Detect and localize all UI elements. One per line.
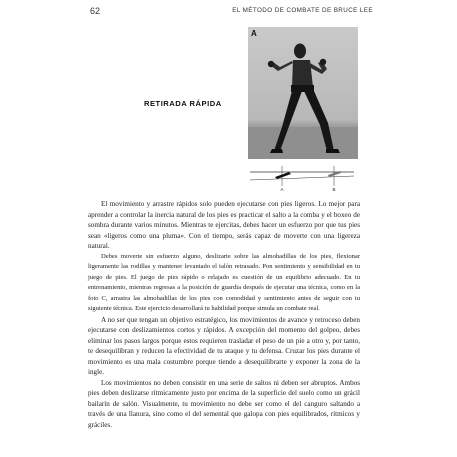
diagram-label-b: B (332, 187, 336, 192)
diagram-label-a: A (280, 187, 284, 192)
section-title: RETIRADA RÁPIDA (144, 99, 222, 108)
page-number: 62 (90, 6, 101, 16)
paragraph-1: El movimiento y arrastre rápidos solo pueden ejecutarse con pies ligeros. Lo mejor para aprender a controlar la inercia natural de los pies es practicar el salto a la comba y el boxeo de sombra durante varios minutos. Mientras te ejercitas, debes hacer un esfuerzo por que tus pies sean «ligeros como una pluma». Con el tiempo, serás capaz de moverte con una ligereza natural. (88, 200, 360, 250)
photo-letter: A (251, 29, 257, 38)
footwork-diagram (248, 160, 358, 192)
fighter-photo (248, 27, 358, 159)
fighter-figure (248, 27, 358, 159)
paragraph-4: Los movimientos no deben consistir en una serie de saltos ni deben ser abruptos. Ambos pies deben deslizarse rítmicamente justo por encima de la superficie del suelo como un grácil bailarín de salón. Visualmente, tu movimiento no debe ser como el del canguro saltando a través de una llanura, sino como el del semental que galopa con pies equilibrados, rítmicos y gráciles. (88, 378, 360, 429)
body-text (88, 199, 360, 430)
paragraph-3: A no ser que tengan un objetivo estratégico, los movimientos de avance y retroceso deben ejecutarse con deslizamientos cortos y rápidos. A excepción del momento del golpeo, debes eliminar los pasos largos porque estos requieren trasladar el peso de un pie a otro y, por tanto, te desequilibran y reducen la efectividad de tu ataque y tu defensa. Cruzar los pies durante el movimiento es una mala costumbre porque tiende a desequilibrarte y exponer la zona de la ingle. (88, 315, 360, 376)
paragraph-2: Debes moverte sin esfuerzo alguno, deslizarte sobre las almohadillas de los pies, flexionar ligeramente las rodillas y mantener levantado el talón retrasado. Pon sentimiento y sensibilidad en tu juego de pies. El juego de pies rápido o relajado es cuestión de un equilibrio adecuado. En tu entrenamiento, mientras regresas a la posición de guardia después de ejecutar una técnica, como en la foto C, arrastra las almohadillas de los pies con comodidad y sentimiento antes de seguir con tu siguiente técnica. Este ejercicio desarrollará tu habilidad porque simula un combate real. (88, 252, 360, 312)
front-foot-print (275, 172, 291, 179)
running-header: EL MÉTODO DE COMBATE DE BRUCE LEE (232, 7, 373, 14)
